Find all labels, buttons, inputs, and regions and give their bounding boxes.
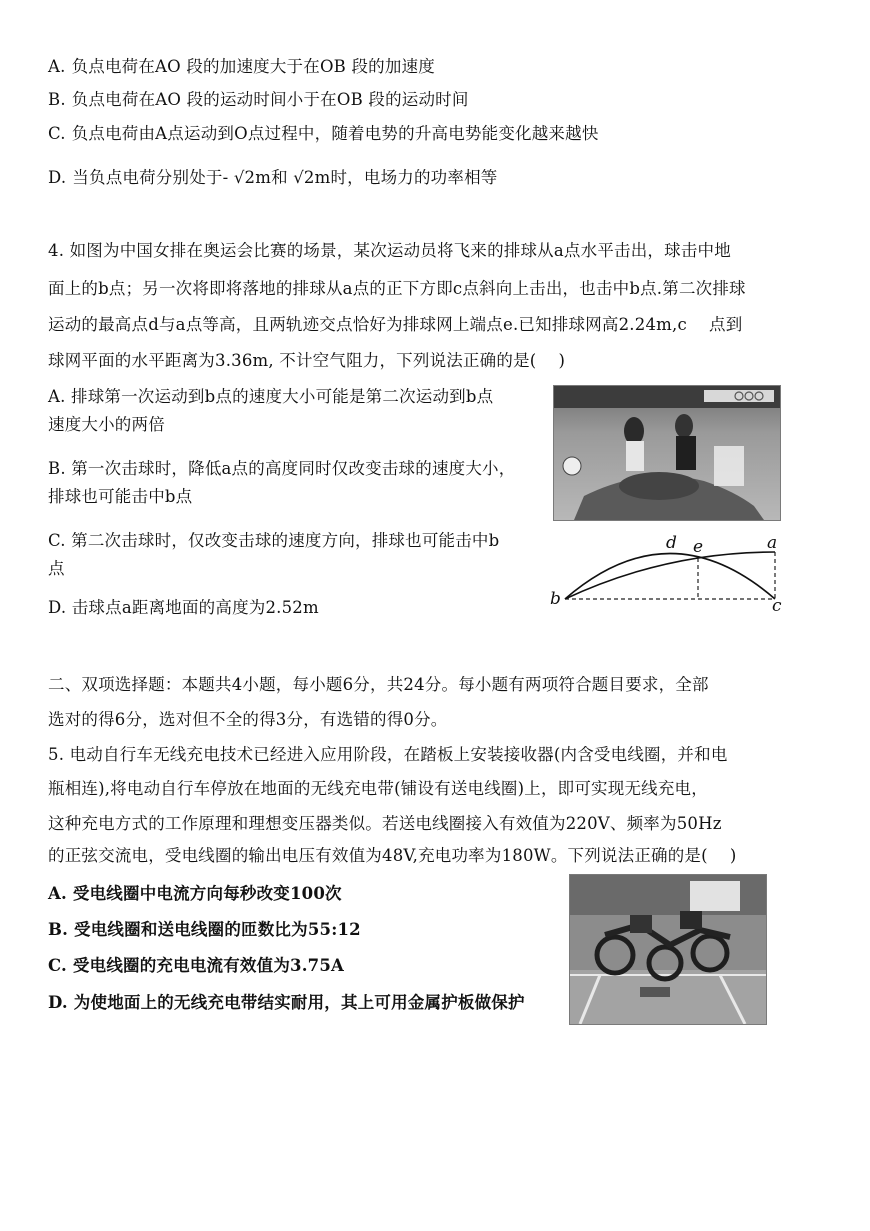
bicycle-photo-icon xyxy=(570,875,766,1024)
q4-stem-line-3: 运动的最高点d与a点等高，且两轨迹交点恰好为排球网上端点e.已知排球网高2.24m,c 点到 xyxy=(48,315,743,334)
q3-option-a-letter: A. xyxy=(48,57,66,76)
q4-stem-line-2: 面上的b点；另一次将即将落地的排球从a点的正下方即c点斜向上击出，也击中b点.第二次排球 xyxy=(48,279,746,298)
q5-stem-line-3: 这种充电方式的工作原理和理想变压器类似。若送电线圈接入有效值为220V、频率为50Hz xyxy=(48,814,722,833)
q3-option-a xyxy=(48,57,435,77)
section2-line-2: 选对的得6分，选对但不全的得3分，有选错的得0分。 xyxy=(48,710,448,729)
q3-option-b-letter: B. xyxy=(48,90,66,109)
q5-stem-line-1: 5. 电动自行车无线充电技术已经进入应用阶段，在踏板上安装接收器(内含受电线圈，并和电 xyxy=(48,745,728,764)
volleyball-match-photo xyxy=(553,385,781,521)
q4-option-d: D. 击球点a距离地面的高度为2.52m xyxy=(48,598,319,617)
electric-bicycles-photo xyxy=(569,874,767,1025)
q3-option-b-text: 负点电荷在AO 段的运动时间小于在OB 段的运动时间 xyxy=(71,90,469,109)
label-c: c xyxy=(772,596,782,612)
label-e: e xyxy=(693,537,704,557)
q4-option-b-line-2: 排球也可能击中b点 xyxy=(48,487,193,506)
label-b: b xyxy=(550,589,561,609)
q4-option-a-line-1: A. 排球第一次运动到b点的速度大小可能是第二次运动到b点 xyxy=(48,387,494,406)
q5-option-c: C. 受电线圈的充电电流有效值为3.75A xyxy=(48,956,345,975)
q3-option-a-text: 负点电荷在AO 段的加速度大于在OB 段的加速度 xyxy=(71,57,435,76)
volleyball-photo-icon xyxy=(554,386,780,520)
q4-option-a-line-2: 速度大小的两倍 xyxy=(48,415,165,434)
q4-stem-line-1: 4. 如图为中国女排在奥运会比赛的场景，某次运动员将飞来的排球从a点水平击出，球击中地 xyxy=(48,241,731,260)
q3-option-c-text: 负点电荷由A点运动到O点过程中，随着电势的升高电势能变化越来越快 xyxy=(71,124,599,143)
label-a: a xyxy=(767,533,778,553)
q5-option-a: A. 受电线圈中电流方向每秒改变100次 xyxy=(48,884,342,903)
trajectory-two xyxy=(565,554,775,600)
q3-option-b xyxy=(48,90,469,110)
q3-option-d xyxy=(48,168,497,188)
label-d: d xyxy=(666,533,677,553)
q4-option-c-line-1: C. 第二次击球时，仅改变击球的速度方向，排球也可能击中b xyxy=(48,531,500,550)
q4-option-b-line-1: B. 第一次击球时，降低a点的高度同时仅改变击球的速度大小， xyxy=(48,459,516,478)
q5-option-d: D. 为使地面上的无线充电带结实耐用，其上可用金属护板做保护 xyxy=(48,993,525,1012)
q4-stem-line-4: 球网平面的水平距离为3.36m, 不计空气阻力，下列说法正确的是( ) xyxy=(48,351,566,370)
q3-option-d-text: 当负点电荷分别处于- √2m和 √2m时，电场力的功率相等 xyxy=(72,168,498,187)
q5-option-b: B. 受电线圈和送电线圈的匝数比为55:12 xyxy=(48,920,361,939)
trajectory-diagram xyxy=(545,530,795,612)
q3-option-c-letter: C. xyxy=(48,124,66,143)
q4-option-c-line-2: 点 xyxy=(48,559,65,578)
section2-line-1: 二、双项选择题：本题共4小题，每小题6分，共24分。每小题有两项符合题目要求，全部 xyxy=(48,675,709,694)
q5-stem-line-2: 瓶相连),将电动自行车停放在地面的无线充电带(铺设有送电线圈)上，即可实现无线充电， xyxy=(48,779,708,798)
q3-option-d-letter: D. xyxy=(48,168,67,187)
q3-option-c xyxy=(48,124,599,144)
q5-stem-line-4: 的正弦交流电，受电线圈的输出电压有效值为48V,充电功率为180W。下列说法正确的是( ) xyxy=(48,846,737,865)
